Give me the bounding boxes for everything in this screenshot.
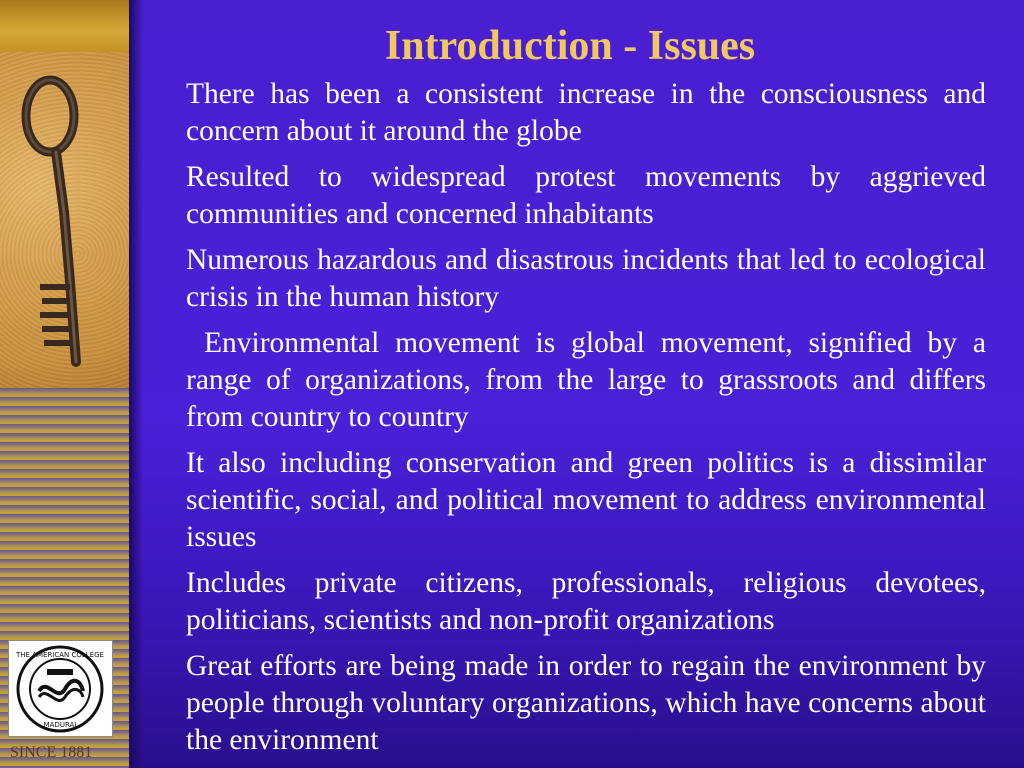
key-image: [0, 52, 129, 388]
bullet-item: It also including conservation and green politics is a dissimilar scientific, social, and political movement to address environmental issues: [186, 447, 986, 553]
key-icon: [0, 52, 129, 388]
sidebar: [0, 0, 129, 768]
slide-title: Introduction - Issues: [384, 23, 756, 69]
seal-icon: [9, 641, 112, 736]
bullet-item: Numerous hazardous and disastrous incidents that led to ecological crisis in the human history: [186, 244, 986, 313]
college-logo: [8, 640, 113, 737]
slide-edge-shadow: [129, 0, 143, 768]
bullet-item: There has been a consistent increase in the consciousness and concern about it around the globe: [186, 78, 986, 147]
bullet-item: Includes private citizens, professionals, religious devotees, politicians, scientists and non-profit organizations: [186, 567, 986, 636]
bullet-item: Environmental movement is global movement, signified by a range of organizations, from the large to grassroots and differs from country to country: [186, 327, 986, 433]
since-label: SINCE 1881: [10, 744, 93, 761]
bullet-item: Resulted to widespread protest movements by aggrieved communities and concerned inhabitants: [186, 161, 986, 230]
bullet-item: Great efforts are being made in order to regain the environment by people through voluntary organizations, which have concerns about the environment: [186, 650, 986, 756]
sidebar-header-band: [0, 0, 129, 52]
bullet-list: [186, 76, 986, 768]
svg-text:MADURAI: MADURAI: [43, 721, 77, 729]
svg-text:THE AMERICAN COLLEGE: THE AMERICAN COLLEGE: [16, 651, 104, 659]
